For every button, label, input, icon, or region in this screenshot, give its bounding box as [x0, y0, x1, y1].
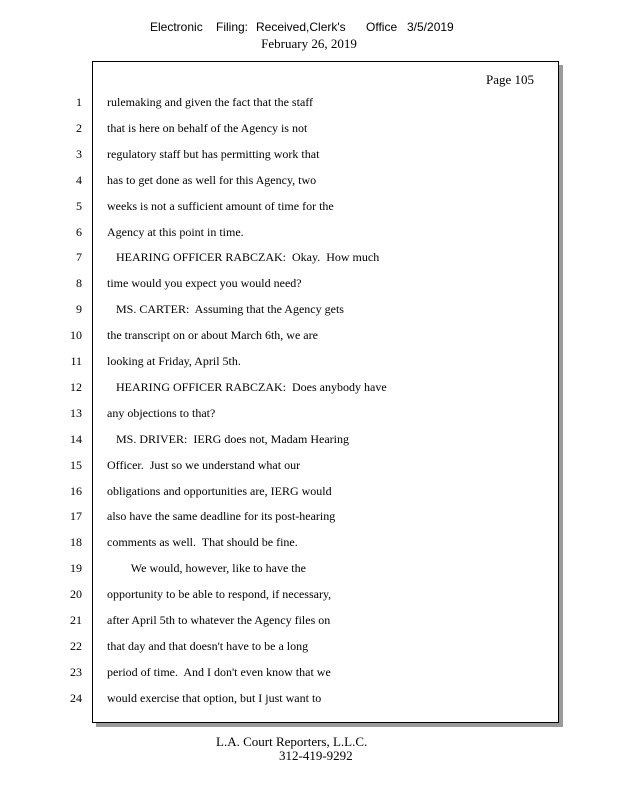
line-number: 16 — [70, 483, 82, 498]
line-number: 18 — [70, 535, 82, 550]
line-text: that is here on behalf of the Agency is not — [107, 120, 308, 135]
line-text: HEARING OFFICER RABCZAK: Okay. How much — [107, 250, 380, 265]
line-number: 17 — [70, 509, 82, 524]
transcript-line — [0, 170, 618, 190]
line-text: MS. CARTER: Assuming that the Agency gets — [107, 302, 344, 317]
transcript-line — [0, 506, 618, 526]
court-reporter-name: L.A. Court Reporters, L.L.C. — [216, 734, 368, 749]
line-number: 14 — [70, 431, 82, 446]
transcript-line — [0, 584, 618, 604]
transcript-line — [0, 325, 618, 345]
stamp-word-office: Office — [366, 20, 398, 34]
line-number: 15 — [70, 457, 82, 472]
transcript-line — [0, 118, 618, 138]
line-number: 23 — [70, 664, 82, 679]
line-text: time would you expect you would need? — [107, 276, 302, 291]
line-text: Officer. Just so we understand what our — [107, 457, 301, 472]
line-text: looking at Friday, April 5th. — [107, 354, 241, 368]
line-number: 21 — [70, 613, 82, 627]
line-text: the transcript on or about March 6th, we are — [107, 328, 318, 343]
line-number: 9 — [76, 302, 82, 317]
line-number: 5 — [76, 198, 82, 213]
line-number: 7 — [76, 250, 82, 265]
transcript-line — [0, 662, 618, 682]
line-text: We would, however, like to have the — [107, 561, 306, 576]
line-number: 24 — [70, 690, 82, 705]
line-number: 2 — [76, 120, 82, 135]
stamp-word-received: Received,Clerk's — [256, 20, 346, 34]
line-text: would exercise that option, but I just want to — [107, 690, 322, 705]
line-text: comments as well. That should be fine. — [107, 535, 298, 550]
line-number: 3 — [76, 146, 82, 161]
stamp-word-filing: Filing: — [216, 20, 249, 34]
line-number: 19 — [70, 561, 82, 576]
court-reporter-phone: 312-419-9292 — [279, 748, 353, 763]
transcript-line — [0, 636, 618, 656]
line-text: Agency at this point in time. — [107, 224, 244, 239]
transcript-line — [0, 247, 618, 267]
transcript-line — [0, 92, 618, 112]
stamp-word-date: 3/5/2019 — [407, 20, 454, 34]
line-number: 22 — [70, 638, 82, 653]
line-text: after April 5th to whatever the Agency files on — [107, 613, 331, 627]
filed-date: February 26, 2019 — [261, 36, 357, 51]
page-number: Page 105 — [485, 72, 534, 87]
line-text: obligations and opportunities are, IERG would — [107, 483, 332, 498]
transcript-line — [0, 351, 618, 371]
transcript-line — [0, 377, 618, 397]
transcript-line — [0, 196, 618, 216]
line-text: has to get done as well for this Agency, two — [107, 172, 317, 187]
line-number: 1 — [76, 95, 82, 109]
line-text: regulatory staff but has permitting work that — [107, 146, 320, 161]
line-number: 4 — [76, 172, 82, 187]
line-number: 6 — [76, 224, 82, 239]
line-text: that day and that doesn't have to be a long — [107, 638, 309, 653]
line-number: 11 — [70, 354, 82, 368]
line-number: 13 — [70, 405, 82, 420]
line-text: period of time. And I don't even know that we — [107, 664, 331, 679]
transcript-line — [0, 455, 618, 475]
line-text: HEARING OFFICER RABCZAK: Does anybody have — [107, 379, 387, 394]
line-text: opportunity to be able to respond, if necessary, — [107, 587, 332, 602]
stamp-word-electronic: Electronic — [150, 20, 203, 34]
line-text: any objections to that? — [107, 405, 216, 420]
transcript-line — [0, 403, 618, 423]
transcript-line — [0, 273, 618, 293]
transcript-line — [0, 222, 618, 242]
line-number: 12 — [70, 379, 82, 394]
transcript-line — [0, 610, 618, 630]
line-number: 8 — [76, 276, 82, 291]
line-text: rulemaking and given the fact that the staff — [107, 95, 314, 109]
transcript-line — [0, 558, 618, 578]
line-text: weeks is not a sufficient amount of time for the — [107, 198, 334, 213]
line-number: 20 — [70, 587, 82, 602]
line-text: MS. DRIVER: IERG does not, Madam Hearing — [107, 431, 349, 446]
transcript-line — [0, 144, 618, 164]
transcript-line — [0, 532, 618, 552]
line-text: also have the same deadline for its post-hearing — [107, 509, 336, 524]
line-number: 10 — [70, 328, 82, 343]
transcript-line — [0, 429, 618, 449]
transcript-line — [0, 688, 618, 708]
transcript-line — [0, 481, 618, 501]
transcript-line — [0, 299, 618, 319]
